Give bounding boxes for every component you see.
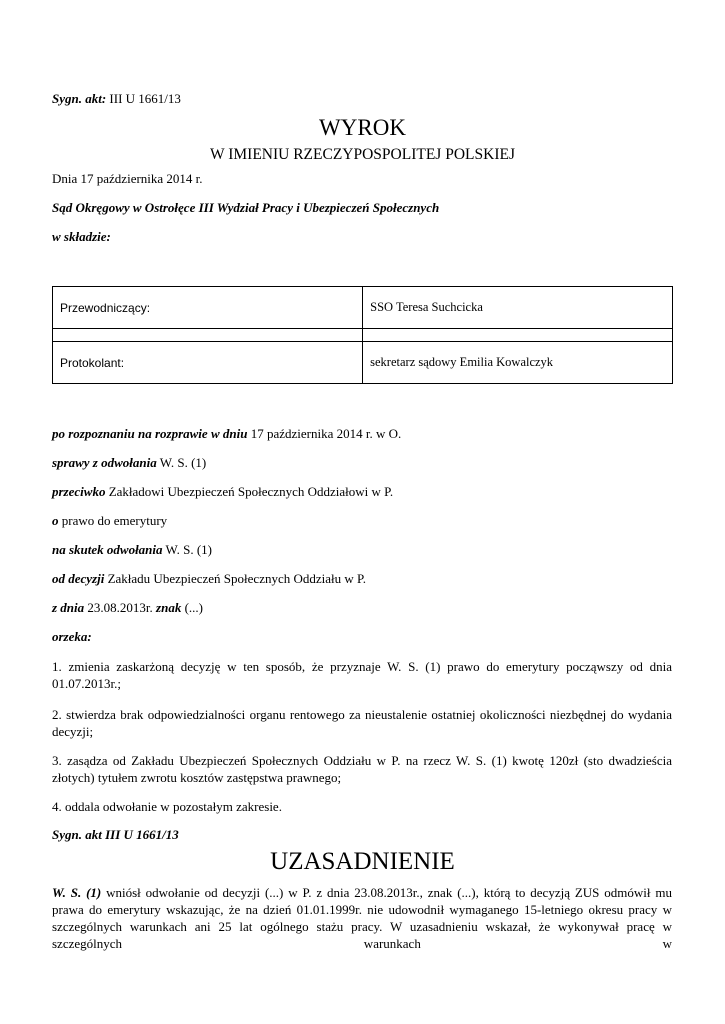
proceedings-line: sprawy z odwołania W. S. (1): [52, 455, 207, 470]
justification-paragraph: W. S. (1) wniósł odwołanie od decyzji (...) w P. z dnia 23.08.2013r., znak (...), którą to decyzją ZUS odmówił mu prawa do emerytury wskazując, że na dzień 01.01.1999r. nie udowodnił wymaganego 15-letniego okresu pracy w szczególnych warunkach ani 25 lat ogólnego stażu pracy. W uzasadnieniu wskazał, że wykonywał pracę w szczególnych warunkach w: [52, 885, 672, 951]
role-cell: [53, 329, 363, 342]
table-row: [53, 342, 673, 384]
person-cell: [363, 329, 673, 342]
person-cell: SSO Teresa Suchcicka: [363, 287, 673, 329]
justification-signature: Sygn. akt III U 1661/13: [52, 827, 179, 842]
table-row: [53, 329, 673, 342]
role-cell: Protokolant:: [53, 342, 363, 384]
decision-date-line: z dnia 23.08.2013r. znak (...): [52, 600, 203, 615]
date-line: Dnia 17 października 2014 r.: [52, 171, 203, 186]
composition-table: [52, 286, 673, 384]
case-signature-label: Sygn. akt:: [52, 91, 107, 106]
document-title: WYROK: [319, 115, 406, 140]
table-row: [53, 287, 673, 329]
proceedings-line: po rozpoznaniu na rozprawie w dniu 17 października 2014 r. w O.: [52, 426, 402, 441]
case-signature: [52, 91, 181, 107]
composition-label: w składzie:: [52, 229, 111, 244]
justification-title: UZASADNIENIE: [270, 848, 455, 875]
proceedings-line: o prawo do emerytury: [52, 513, 168, 528]
proceedings-line: przeciwko Zakładowi Ubezpieczeń Społecznych Oddziałowi w P.: [52, 484, 394, 499]
role-cell: Przewodniczący:: [53, 287, 363, 329]
ruling-item: 4. oddala odwołanie w pozostałym zakresie.: [52, 799, 282, 814]
person-cell: sekretarz sądowy Emilia Kowalczyk: [363, 342, 673, 384]
proceedings-line: na skutek odwołania W. S. (1): [52, 542, 213, 557]
ruling-item: 1. zmienia zaskarżoną decyzję w ten sposób, że przyznaje W. S. (1) prawo do emerytury począwszy od dnia 01.07.2013r.;: [52, 659, 672, 691]
ruling-item: 2. stwierdza brak odpowiedzialności organu rentowego za nieustalenie ostatniej okoliczności niezbędnej do wydania decyzji;: [52, 707, 672, 739]
document-subtitle: W IMIENIU RZECZYPOSPOLITEJ POLSKIEJ: [210, 146, 515, 163]
case-signature-value: III U 1661/13: [106, 91, 181, 106]
proceedings-line: od decyzji Zakładu Ubezpieczeń Społecznych Oddziału w P.: [52, 571, 367, 586]
ruling-item: 3. zasądza od Zakładu Ubezpieczeń Społecznych Oddziału w P. na rzecz W. S. (1) kwotę 120zł (sto dwadzieścia złotych) tytułem zwrotu kosztów zastępstwa prawnego;: [52, 753, 672, 785]
court-name: Sąd Okręgowy w Ostrołęce III Wydział Pracy i Ubezpieczeń Społecznych: [52, 200, 440, 215]
ruling-label: orzeka:: [52, 629, 92, 644]
